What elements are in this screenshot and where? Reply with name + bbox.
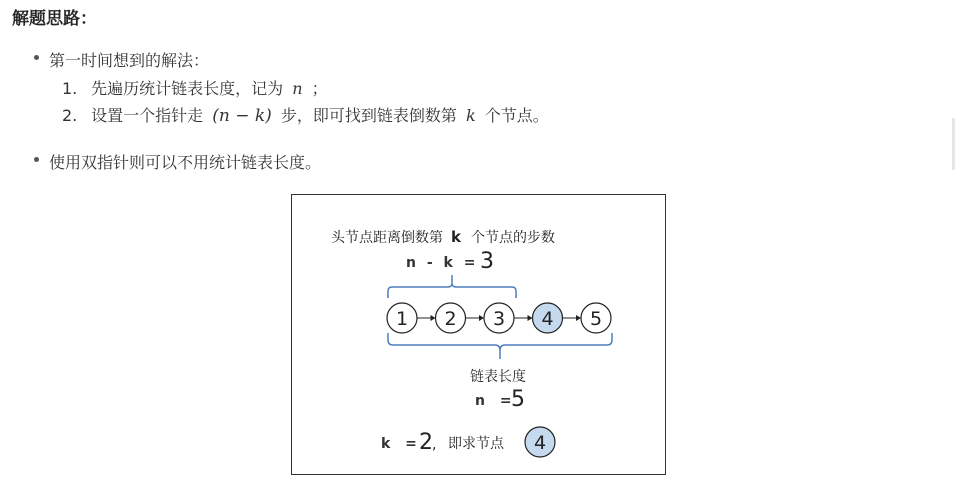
- top-caption-post: 个节点的步数: [470, 230, 555, 246]
- step-1: [62, 76, 328, 99]
- answer-node-label: 4: [533, 432, 547, 454]
- bullet-dot: [34, 157, 39, 162]
- list-node-label: 3: [492, 308, 506, 330]
- svg-text:头节点距离倒数第k个节点的步数: [331, 228, 555, 246]
- math-n-minus-k: (n − k): [212, 106, 272, 126]
- bullet-label: 使用双指针则可以不用统计链表长度。: [49, 153, 322, 172]
- list-node-label: 2: [444, 308, 457, 330]
- top-brace: [388, 275, 516, 298]
- bullet-two-pointers: [49, 150, 321, 173]
- list-node-label: 4: [541, 308, 554, 330]
- step-2: [62, 103, 549, 126]
- math-n: n: [292, 79, 303, 98]
- step-number: 1.: [62, 79, 78, 98]
- arrow-head-icon: [528, 315, 533, 321]
- bullet-dot: [34, 55, 39, 60]
- section-heading: 解题思路：: [12, 9, 97, 29]
- length-caption: 链表长度: [470, 369, 526, 385]
- arrow-head-icon: [576, 315, 581, 321]
- step-number: 2.: [62, 106, 78, 125]
- formula3-sep: ,: [432, 437, 437, 453]
- step-text-end: 个节点。: [484, 106, 549, 125]
- bullet-label: 第一时间想到的解法：: [49, 51, 210, 70]
- formula2-lhs: n =: [475, 393, 517, 409]
- step-text-mid: 步，即可找到链表倒数第: [280, 106, 457, 125]
- step-text: 设置一个指针走: [91, 106, 204, 125]
- bullet-first-approach: [49, 48, 209, 71]
- formula1-value: 3: [480, 249, 494, 274]
- list-node-label: 1: [395, 308, 409, 330]
- formula1-lhs: n - k =: [406, 255, 479, 271]
- formula2-value: 5: [511, 387, 525, 412]
- list-node-label: 5: [589, 308, 603, 330]
- arrow-head-icon: [431, 315, 436, 321]
- top-caption-k: k: [451, 228, 461, 246]
- top-caption-pre: 头节点距离倒数第: [331, 230, 443, 246]
- node-list: [387, 303, 611, 333]
- bottom-brace: [388, 333, 612, 359]
- math-k: k: [465, 106, 476, 125]
- figure-svg: [292, 195, 665, 474]
- arrow-head-icon: [479, 315, 484, 321]
- formula3-value: 2: [419, 430, 433, 455]
- step-text: 先遍历统计链表长度，记为: [91, 79, 284, 98]
- linked-list-figure: [291, 194, 666, 475]
- step-text-end: ；: [311, 79, 328, 98]
- formula3-lhs: k =: [381, 436, 422, 452]
- formula3-text: 即求节点: [448, 436, 504, 452]
